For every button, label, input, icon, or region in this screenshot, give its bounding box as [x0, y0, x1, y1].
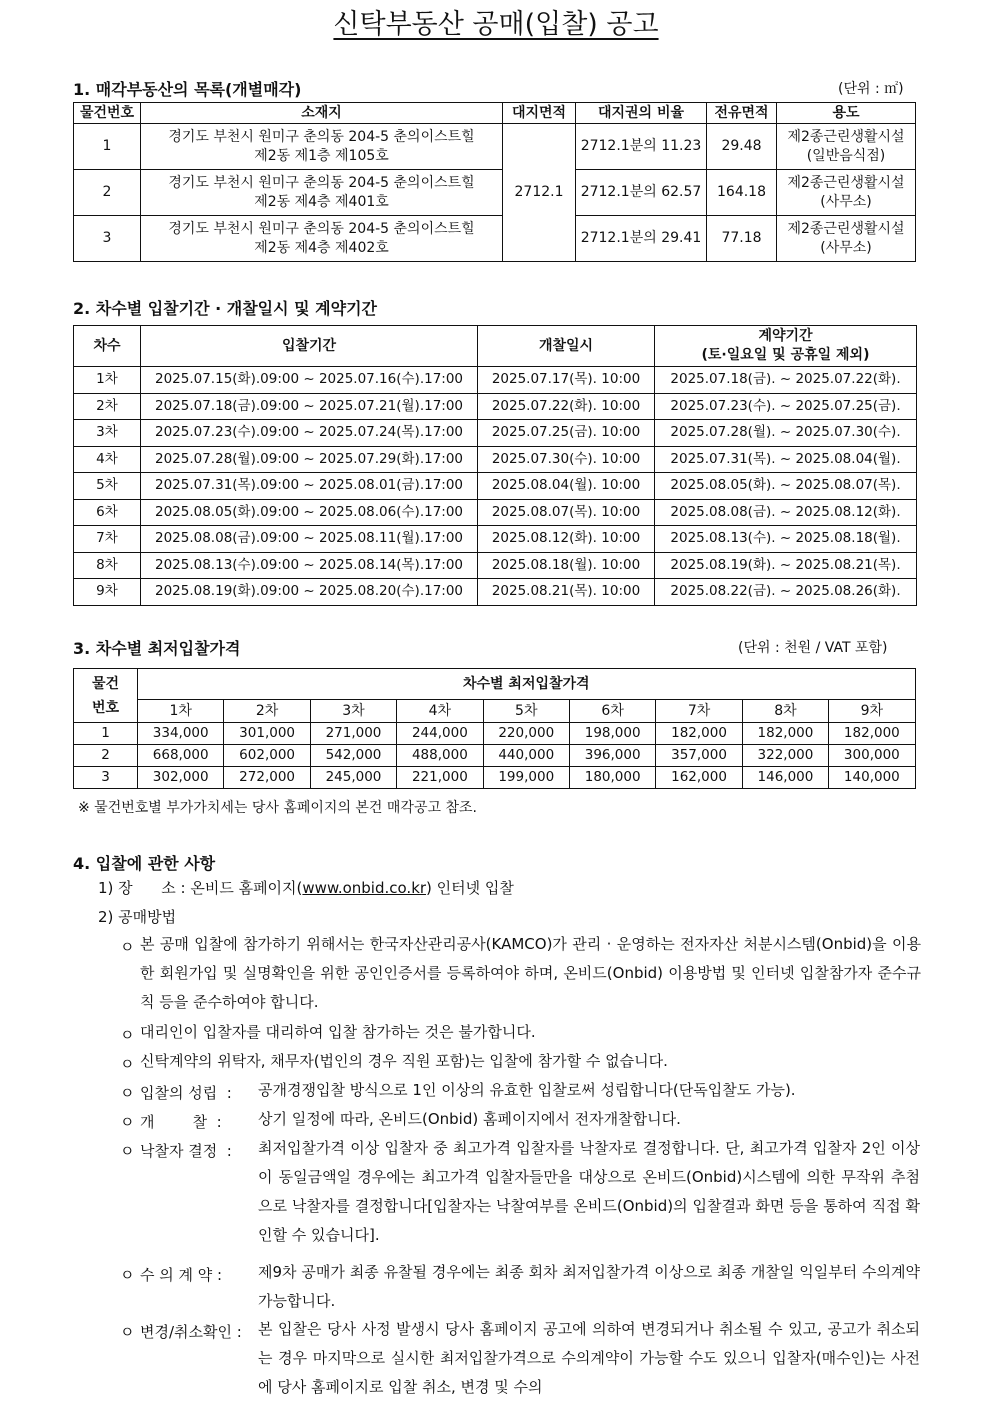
private-contract-text: 제9차 공매가 최종 유찰될 경우에는 최종 회차 최저입찰가격 이상으로 최종 개찰일 익일부터 수의계약 가능합니다.: [258, 1263, 920, 1310]
table-row: [74, 420, 917, 447]
contract-period-cell: 2025.08.08(금). ~ 2025.08.12(화).: [655, 499, 917, 526]
table-row: [74, 499, 917, 526]
header-line: 계약기간: [758, 328, 813, 344]
bid-period-cell: 2025.07.28(월).09:00 ~ 2025.07.29(화).17:00: [141, 446, 478, 473]
round-cell: 6차: [74, 499, 141, 526]
contract-period-cell: 2025.07.18(금). ~ 2025.07.22(화).: [655, 367, 917, 394]
round-header-cell: 3차: [310, 700, 396, 723]
price-cell: 182,000: [829, 723, 915, 745]
header-cell: [74, 669, 138, 723]
bullet: ㅇ: [120, 1323, 135, 1341]
bid-open-text: 상기 일정에 따라, 온비드(Onbid) 홈페이지에서 전자개찰합니다.: [258, 1110, 681, 1128]
price-cell: 272,000: [224, 767, 310, 789]
round-header-cell: 5차: [483, 700, 569, 723]
bullet: ㅇ: [120, 1266, 135, 1284]
onbid-link[interactable]: www.onbid.co.kr: [302, 879, 427, 897]
table-row: [74, 216, 916, 262]
bullet: ㅇ: [120, 1055, 135, 1073]
contract-period-cell: 2025.07.23(수). ~ 2025.07.25(금).: [655, 393, 917, 420]
table-row: [74, 745, 916, 767]
round-cell: 5차: [74, 473, 141, 500]
price-cell: 198,000: [569, 723, 655, 745]
land-ratio: 2712.1분의 29.41: [576, 216, 707, 262]
bullet: ㅇ: [120, 1026, 135, 1044]
land-ratio: 2712.1분의 11.23: [576, 124, 707, 170]
property-use: [777, 124, 916, 170]
address-line: 경기도 부천시 원미구 춘의동 204-5 춘의이스트힐: [168, 128, 475, 145]
price-cell: 182,000: [742, 723, 828, 745]
property-list-table: [73, 102, 916, 262]
opening-cell: 2025.08.04(월). 10:00: [478, 473, 655, 500]
price-cell: 488,000: [397, 745, 483, 767]
table-row: [74, 393, 917, 420]
land-area: 2712.1: [503, 124, 576, 262]
table-row: [74, 367, 917, 394]
bid-period-cell: 2025.07.18(금).09:00 ~ 2025.07.21(월).17:00: [141, 393, 478, 420]
address-line: 제2동 제1층 제105호: [254, 147, 389, 164]
bid-period-cell: 2025.08.13(수).09:00 ~ 2025.08.14(목).17:00: [141, 552, 478, 579]
property-no: 3: [74, 216, 141, 262]
address-line: 경기도 부천시 원미구 춘의동 204-5 춘의이스트힐: [168, 174, 475, 191]
table-row: [74, 526, 917, 553]
opening-cell: 2025.07.30(수). 10:00: [478, 446, 655, 473]
method-item-1: 본 공매 입찰에 참가하기 위해서는 한국자산관리공사(KAMCO)가 관리 · 운영하는 전자자산 처분시스템(Onbid)을 이용한 회원가입 및 실명확인을 위한 공인인증서를 등록하여야 하며, 온비드(Onbid) 이용방법 및 인터넷 입찰참가자 준수규칙 등을 준수하여야 합니다.: [140, 935, 921, 1011]
address-line: 제2동 제4층 제402호: [254, 239, 389, 256]
property-no: 3: [74, 767, 138, 789]
price-cell: 302,000: [138, 767, 224, 789]
property-no: 1: [74, 124, 141, 170]
price-cell: 245,000: [310, 767, 396, 789]
price-cell: 271,000: [310, 723, 396, 745]
bullet: ㅇ: [120, 1142, 135, 1160]
bid-period-cell: 2025.07.15(화).09:00 ~ 2025.07.16(수).17:00: [141, 367, 478, 394]
property-use: [777, 216, 916, 262]
table-row: [74, 473, 917, 500]
contract-period-cell: 2025.08.19(화). ~ 2025.08.21(목).: [655, 552, 917, 579]
header-cell: 차수: [74, 326, 141, 367]
address-line: 경기도 부천시 원미구 춘의동 204-5 춘의이스트힐: [168, 220, 475, 237]
min-price-table: [73, 668, 916, 789]
round-cell: 7차: [74, 526, 141, 553]
property-no: 2: [74, 170, 141, 216]
table-header-row: [74, 326, 917, 367]
section-3-unit: (단위 : 천원 / VAT 포함): [738, 640, 888, 656]
header-line: 번호: [91, 699, 120, 716]
bid-period-cell: 2025.08.08(금).09:00 ~ 2025.08.11(월).17:00: [141, 526, 478, 553]
contract-period-cell: 2025.07.31(목). ~ 2025.08.04(월).: [655, 446, 917, 473]
price-cell: 140,000: [829, 767, 915, 789]
price-cell: 300,000: [829, 745, 915, 767]
opening-cell: 2025.07.17(목). 10:00: [478, 367, 655, 394]
bid-period-cell: 2025.08.05(화).09:00 ~ 2025.08.06(수).17:00: [141, 499, 478, 526]
header-cell: 용도: [777, 103, 916, 124]
method-item-3: 신탁계약의 위탁자, 채무자(법인의 경우 직원 포함)는 입찰에 참가할 수 없습니다.: [140, 1052, 668, 1070]
exclusive-area: 77.18: [707, 216, 777, 262]
exclusive-area: 164.18: [707, 170, 777, 216]
price-cell: 162,000: [656, 767, 742, 789]
header-cell: 대지면적: [503, 103, 576, 124]
table-row: [74, 723, 916, 745]
header-line: 물건: [91, 675, 120, 692]
exclusive-area: 29.48: [707, 124, 777, 170]
section-2-heading: 2. 차수별 입찰기간 · 개찰일시 및 계약기간: [73, 299, 378, 318]
bullet: ㅇ: [120, 1113, 135, 1131]
price-cell: 602,000: [224, 745, 310, 767]
land-ratio: 2712.1분의 62.57: [576, 170, 707, 216]
table-header-row: [74, 700, 916, 723]
contract-period-cell: 2025.08.22(금). ~ 2025.08.26(화).: [655, 579, 917, 606]
price-cell: 146,000: [742, 767, 828, 789]
price-cell: 668,000: [138, 745, 224, 767]
table-row: [74, 124, 916, 170]
opening-cell: 2025.07.22(화). 10:00: [478, 393, 655, 420]
change-cancel-text: 본 입찰은 당사 사정 발생시 당사 홈페이지 공고에 의하여 변경되거나 취소될 수 있고, 공고가 취소되는 경우 마지막으로 실시한 최저입찰가격으로 수의계약이 가능할 수도 있으니 입찰자(매수인)는 사전에 당사 홈페이지로 입찰 취소, 변경 및 수의: [258, 1320, 920, 1396]
price-cell: 301,000: [224, 723, 310, 745]
method-label: 2) 공매방법: [98, 908, 177, 926]
price-cell: 322,000: [742, 745, 828, 767]
round-cell: 8차: [74, 552, 141, 579]
winner-label: 낙찰자 결정 :: [140, 1142, 232, 1160]
price-cell: 180,000: [569, 767, 655, 789]
table-row: [74, 446, 917, 473]
bid-period-cell: 2025.07.31(목).09:00 ~ 2025.08.01(금).17:00: [141, 473, 478, 500]
opening-cell: 2025.08.18(월). 10:00: [478, 552, 655, 579]
header-cell: 차수별 최저입찰가격: [138, 669, 916, 700]
table-header-row: [74, 669, 916, 700]
property-address: [141, 170, 503, 216]
method-item-2: 대리인이 입찰자를 대리하여 입찰 참가하는 것은 불가합니다.: [140, 1023, 536, 1041]
bid-open-label: 개 찰 :: [140, 1113, 222, 1131]
use-line: 제2종근린생활시설: [787, 128, 905, 145]
round-header-cell: 9차: [829, 700, 915, 723]
price-cell: 334,000: [138, 723, 224, 745]
opening-cell: 2025.08.21(목). 10:00: [478, 579, 655, 606]
winner-text: 최저입찰가격 이상 입찰자 중 최고가격 입찰자를 낙찰자로 결정합니다. 단, 최고가격 입찰자 2인 이상이 동일금액일 경우에는 최고가격 입찰자들만을 대상으로 온비드(Onbid)시스템에 의한 무작위 추첨으로 낙찰자를 결정합니다[입찰자는 낙찰여부를 온비드(Onbid)의 입찰결과 화면 등을 통하여 직접 확인할 수 있습니다].: [258, 1139, 920, 1244]
property-address: [141, 216, 503, 262]
round-cell: 2차: [74, 393, 141, 420]
place-tail: ) 인터넷 입찰: [426, 879, 514, 897]
use-line: (사무소): [820, 239, 872, 256]
bid-period-cell: 2025.08.19(화).09:00 ~ 2025.08.20(수).17:00: [141, 579, 478, 606]
round-cell: 9차: [74, 579, 141, 606]
contract-period-cell: 2025.07.28(월). ~ 2025.07.30(수).: [655, 420, 917, 447]
change-cancel-label: 변경/취소확인 :: [140, 1323, 242, 1341]
bid-establish-label: 입찰의 성립 :: [140, 1084, 232, 1102]
header-cell: [655, 326, 917, 367]
bullet: ㅇ: [120, 938, 135, 956]
round-header-cell: 2차: [224, 700, 310, 723]
price-cell: 244,000: [397, 723, 483, 745]
place-label: 1) 장 소 : 온비드 홈페이지(: [98, 879, 303, 897]
section-1-unit: (단위 : ㎡): [838, 81, 904, 97]
use-line: (일반음식점): [806, 147, 886, 164]
table-header-row: [74, 103, 916, 124]
opening-cell: 2025.07.25(금). 10:00: [478, 420, 655, 447]
table-row: [74, 579, 917, 606]
property-address: [141, 124, 503, 170]
header-cell: 대지권의 비율: [576, 103, 707, 124]
round-header-cell: 8차: [742, 700, 828, 723]
place-line: [98, 877, 514, 898]
section-3-heading: 3. 차수별 최저입찰가격: [73, 639, 241, 658]
use-line: 제2종근린생활시설: [787, 174, 905, 191]
address-line: 제2동 제4층 제401호: [254, 193, 389, 210]
price-cell: 542,000: [310, 745, 396, 767]
section-1-heading: 1. 매각부동산의 목록(개별매각): [73, 80, 302, 99]
header-cell: 개찰일시: [478, 326, 655, 367]
page-title: 신탁부동산 공매(입찰) 공고: [333, 9, 659, 40]
property-use: [777, 170, 916, 216]
contract-period-cell: 2025.08.13(수). ~ 2025.08.18(월).: [655, 526, 917, 553]
section-4-heading: 4. 입찰에 관한 사항: [73, 854, 216, 873]
table-row: [74, 170, 916, 216]
use-line: (사무소): [820, 193, 872, 210]
table-row: [74, 552, 917, 579]
price-cell: 199,000: [483, 767, 569, 789]
round-cell: 1차: [74, 367, 141, 394]
round-header-cell: 4차: [397, 700, 483, 723]
property-no: 2: [74, 745, 138, 767]
opening-cell: 2025.08.12(화). 10:00: [478, 526, 655, 553]
table-row: [74, 767, 916, 789]
header-cell: 소재지: [141, 103, 503, 124]
round-header-cell: 1차: [138, 700, 224, 723]
use-line: 제2종근린생활시설: [787, 220, 905, 237]
bid-establish-text: 공개경쟁입찰 방식으로 1인 이상의 유효한 입찰로써 성립합니다(단독입찰도 가능).: [258, 1081, 796, 1099]
opening-cell: 2025.08.07(목). 10:00: [478, 499, 655, 526]
vat-note: ※ 물건번호별 부가가치세는 당사 홈페이지의 본건 매각공고 참조.: [78, 800, 477, 816]
round-cell: 3차: [74, 420, 141, 447]
bid-period-cell: 2025.07.23(수).09:00 ~ 2025.07.24(목).17:00: [141, 420, 478, 447]
header-cell: 물건번호: [74, 103, 141, 124]
price-cell: 396,000: [569, 745, 655, 767]
round-cell: 4차: [74, 446, 141, 473]
price-cell: 182,000: [656, 723, 742, 745]
property-no: 1: [74, 723, 138, 745]
price-cell: 220,000: [483, 723, 569, 745]
contract-period-cell: 2025.08.05(화). ~ 2025.08.07(목).: [655, 473, 917, 500]
header-line: (토·일요일 및 공휴일 제외): [701, 347, 870, 363]
bullet: ㅇ: [120, 1084, 135, 1102]
price-cell: 221,000: [397, 767, 483, 789]
header-cell: 입찰기간: [141, 326, 478, 367]
price-cell: 440,000: [483, 745, 569, 767]
schedule-table: [73, 325, 917, 606]
round-header-cell: 7차: [656, 700, 742, 723]
price-cell: 357,000: [656, 745, 742, 767]
round-header-cell: 6차: [569, 700, 655, 723]
private-contract-label: 수 의 계 약 :: [140, 1266, 223, 1284]
header-cell: 전유면적: [707, 103, 777, 124]
